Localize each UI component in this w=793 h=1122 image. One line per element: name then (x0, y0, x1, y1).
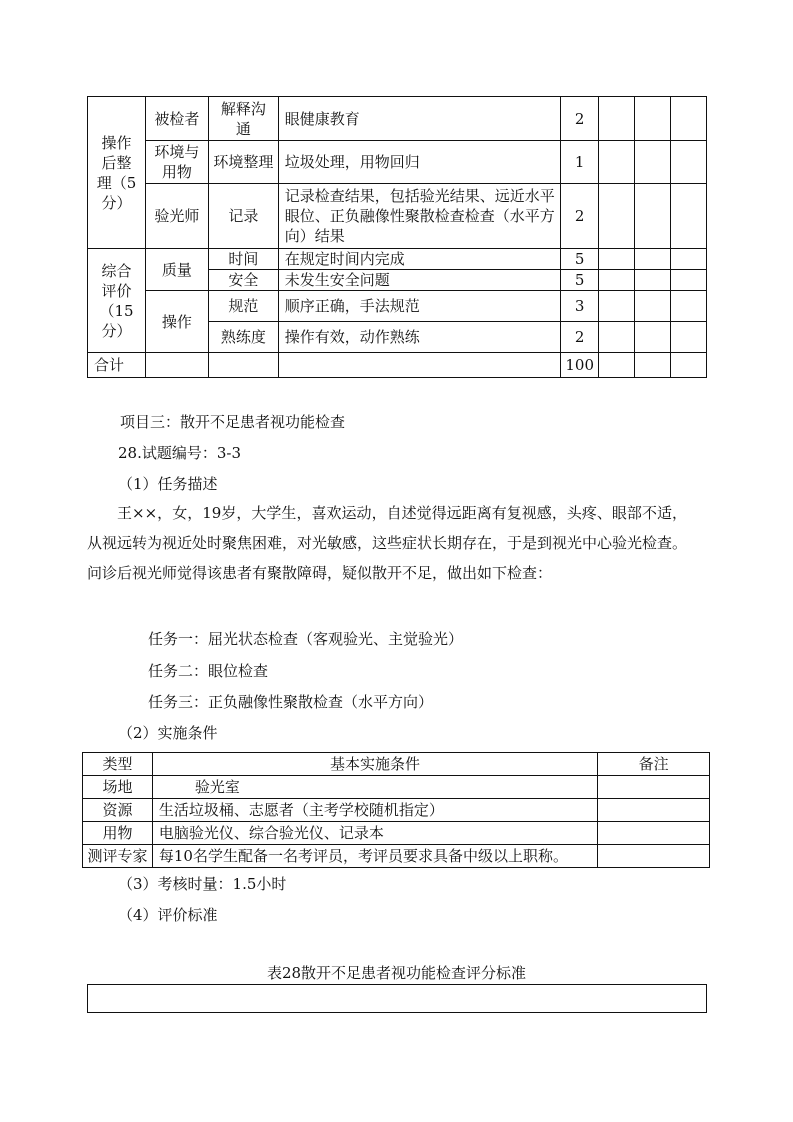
sub-cell: 操作 (145, 291, 208, 353)
sub-cell: 验光师 (145, 184, 208, 249)
header-type: 类型 (83, 753, 153, 776)
blank-cell (599, 184, 635, 249)
blank-cell (88, 985, 707, 1013)
table-row (88, 141, 707, 184)
table-row (88, 291, 707, 322)
table-header-row (83, 753, 710, 776)
group-cell: 综合评价（15分） (88, 249, 146, 353)
group-cell: 操作后整理（5分） (88, 97, 146, 249)
note-cell (598, 845, 710, 868)
scoring-table-continued (87, 96, 707, 378)
blank-cell (671, 270, 707, 291)
blank-cell (599, 249, 635, 270)
blank-cell (671, 291, 707, 322)
sub-cell: 质量 (145, 249, 208, 291)
blank-cell (599, 353, 635, 378)
blank-cell (635, 97, 671, 141)
score-cell: 2 (561, 322, 599, 353)
score-cell: 2 (561, 184, 599, 249)
score-cell: 1 (561, 141, 599, 184)
type-cell: 测评专家 (83, 845, 153, 868)
table-row (83, 845, 710, 868)
note-cell (598, 822, 710, 845)
type-cell: 用物 (83, 822, 153, 845)
blank-cell (671, 353, 707, 378)
table-caption: 表28散开不足患者视功能检查评分标准 (266, 964, 527, 982)
content-cell: 操作有效，动作熟练 (278, 322, 560, 353)
score-cell: 5 (561, 249, 599, 270)
header-condition: 基本实施条件 (152, 753, 597, 776)
table-row (83, 822, 710, 845)
task-item: 任务三：正负融像性聚散检查（水平方向） (148, 693, 434, 711)
total-label: 合计 (88, 353, 146, 378)
blank-cell (599, 322, 635, 353)
item-cell: 解释沟通 (208, 97, 278, 141)
task-description-paragraph: 王××，女，19岁，大学生，喜欢运动，自述觉得远距离有复视感，头疼、眼部不适，从视远转为视近处时聚焦困难，对光敏感，这些症状长期存在，于是到视光中心验光检查。问诊后视光师觉得该患者有聚散障碍，疑似散开不足，做出如下检查： (87, 504, 688, 582)
sub-cell: 环境与用物 (145, 141, 208, 184)
blank-cell (671, 249, 707, 270)
item-cell: 安全 (208, 270, 278, 291)
section-task-description: （1）任务描述 (118, 475, 218, 493)
score-cell: 2 (561, 97, 599, 141)
blank-cell (671, 322, 707, 353)
blank-cell (635, 322, 671, 353)
table-row (88, 985, 707, 1013)
evaluation-table-start (87, 984, 707, 1013)
item-cell: 熟练度 (208, 322, 278, 353)
blank-cell (635, 353, 671, 378)
condition-cell: 电脑验光仪、综合验光仪、记录本 (152, 822, 597, 845)
blank-cell (599, 97, 635, 141)
content-cell: 眼健康教育 (278, 97, 560, 141)
type-cell: 资源 (83, 799, 153, 822)
total-score: 100 (561, 353, 599, 378)
table-row (83, 799, 710, 822)
item-cell: 时间 (208, 249, 278, 270)
task-item: 任务一：屈光状态检查（客观验光、主觉验光） (148, 630, 464, 648)
section-evaluation-criteria: （4）评价标准 (118, 906, 218, 924)
content-cell: 顺序正确，手法规范 (278, 291, 560, 322)
blank-cell (635, 291, 671, 322)
project-title: 项目三：散开不足患者视功能检查 (120, 413, 346, 431)
table-row (88, 184, 707, 249)
item-cell: 环境整理 (208, 141, 278, 184)
blank-cell (671, 184, 707, 249)
blank-cell (599, 141, 635, 184)
header-note: 备注 (598, 753, 710, 776)
condition-cell: 每10名学生配备一名考评员，考评员要求具备中级以上职称。 (152, 845, 597, 868)
total-row (88, 353, 707, 378)
table-row (83, 776, 710, 799)
table-row (88, 249, 707, 270)
blank-cell (635, 184, 671, 249)
blank-cell (635, 141, 671, 184)
content-cell: 记录检查结果，包括验光结果、远近水平眼位、正负融像性聚散检查检查（水平方向）结果 (278, 184, 560, 249)
blank-cell (635, 249, 671, 270)
section-exam-time: （3）考核时量：1.5小时 (118, 875, 287, 893)
blank-cell (599, 291, 635, 322)
note-cell (598, 776, 710, 799)
blank-cell (635, 270, 671, 291)
score-cell: 5 (561, 270, 599, 291)
item-cell: 记录 (208, 184, 278, 249)
condition-cell: 生活垃圾桶、志愿者（主考学校随机指定） (152, 799, 597, 822)
blank-cell (671, 141, 707, 184)
content-cell: 垃圾处理，用物回归 (278, 141, 560, 184)
section-conditions: （2）实施条件 (118, 724, 218, 742)
conditions-table (82, 752, 710, 868)
note-cell (598, 799, 710, 822)
sub-cell: 被检者 (145, 97, 208, 141)
content-cell: 在规定时间内完成 (278, 249, 560, 270)
blank-cell (671, 97, 707, 141)
blank-cell (145, 353, 208, 378)
blank-cell (599, 270, 635, 291)
score-cell: 3 (561, 291, 599, 322)
item-cell: 规范 (208, 291, 278, 322)
blank-cell (208, 353, 278, 378)
condition-cell: 验光室 (152, 776, 597, 799)
task-item: 任务二：眼位检查 (148, 662, 269, 680)
question-number: 28.试题编号：3-3 (118, 444, 242, 462)
type-cell: 场地 (83, 776, 153, 799)
blank-cell (278, 353, 560, 378)
content-cell: 未发生安全问题 (278, 270, 560, 291)
table-row (88, 97, 707, 141)
